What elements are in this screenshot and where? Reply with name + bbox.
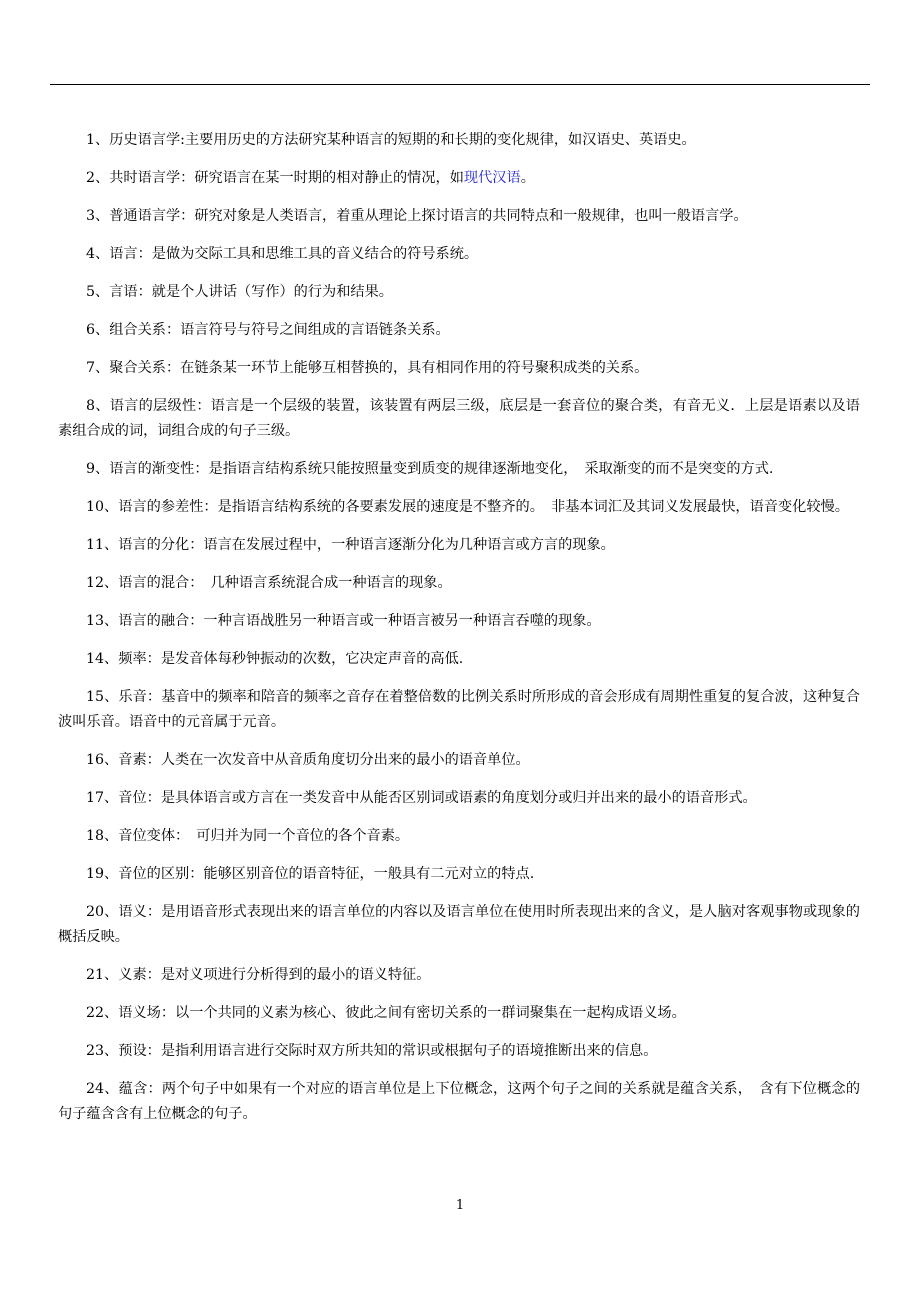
paragraph-number: 14、 — [86, 651, 119, 667]
paragraph-number: 5、 — [86, 284, 110, 300]
page-number: 1 — [455, 1198, 465, 1213]
paragraph-number: 24、 — [86, 1081, 119, 1097]
paragraph-text: 语言的渐变性：是指语言结构系统只能按照量变到质变的规律逐渐地变化， 采取渐变的而不是突变的方式. — [109, 461, 774, 477]
paragraph-number: 15、 — [86, 689, 119, 705]
paragraph-15 — [58, 685, 860, 735]
paragraph-number: 18、 — [86, 828, 119, 844]
paragraph-13 — [58, 609, 860, 634]
paragraph-24 — [58, 1077, 860, 1127]
paragraph-text: 音位变体： 可归并为同一个音位的各个音素。 — [118, 828, 410, 844]
paragraph-text: 共时语言学：研究语言在某一时期的相对静止的情况，如 — [109, 170, 464, 186]
paragraph-23 — [58, 1039, 860, 1064]
paragraph-text: 言语：就是个人讲话（写作）的行为和结果。 — [109, 284, 393, 300]
header-rule — [50, 84, 870, 85]
paragraph-text: 组合关系：语言符号与符号之间组成的言语链条关系。 — [109, 322, 450, 338]
paragraph-number: 22、 — [86, 1005, 119, 1021]
paragraph-text: 音位的区别：能够区别音位的语音特征，一般具有二元对立的特点. — [118, 866, 535, 882]
paragraph-number: 23、 — [86, 1043, 119, 1059]
paragraph-6 — [58, 318, 860, 343]
paragraph-21 — [58, 963, 860, 988]
paragraph-3 — [58, 204, 860, 229]
paragraph-17 — [58, 786, 860, 811]
paragraph-10 — [58, 495, 860, 520]
paragraph-text: 语言的混合： 几种语言系统混合成一种语言的现象。 — [118, 575, 452, 591]
paragraph-2 — [58, 166, 860, 191]
paragraph-number: 2、 — [86, 170, 110, 186]
document-body — [58, 128, 860, 1140]
paragraph-text: 预设：是指利用语言进行交际时双方所共知的常识或根据句子的语境推断出来的信息。 — [118, 1043, 658, 1059]
paragraph-text: 语言的融合：一种言语战胜另一种语言或一种语言被另一种语言吞噬的现象。 — [118, 613, 601, 629]
paragraph-text: 义素：是对义项进行分析得到的最小的语义特征。 — [118, 967, 431, 983]
paragraph-text: 语义场：以一个共同的义素为核心、彼此之间有密切关系的一群词聚集在一起构成语义场。 — [118, 1005, 686, 1021]
paragraph-11 — [58, 533, 860, 558]
paragraph-12 — [58, 571, 860, 596]
paragraph-9 — [58, 457, 860, 482]
paragraph-number: 11、 — [86, 537, 119, 553]
paragraph-text: 语言的层级性：语言是一个层级的装置，该装置有两层三级，底层是一套音位的聚合类，有音无义．上层是语素以及语素组合成的词，词组合成的句子三级。 — [58, 398, 860, 439]
paragraph-number: 17、 — [86, 790, 119, 806]
paragraph-number: 12、 — [86, 575, 119, 591]
paragraph-22 — [58, 1001, 860, 1026]
paragraph-number: 7、 — [86, 360, 110, 376]
paragraph-4 — [58, 242, 860, 267]
paragraph-text: 语言的分化：语言在发展过程中，一种语言逐渐分化为几种语言或方言的现象。 — [118, 537, 615, 553]
paragraph-number: 1、 — [86, 132, 110, 148]
paragraph-number: 20、 — [86, 904, 119, 920]
paragraph-19 — [58, 862, 860, 887]
paragraph-text: 历史语言学:主要用历史的方法研究某种语言的短期的和长期的变化规律，如汉语史、英语史。 — [109, 132, 696, 148]
paragraph-18 — [58, 824, 860, 849]
paragraph-number: 16、 — [86, 752, 119, 768]
paragraph-5 — [58, 280, 860, 305]
paragraph-text: 聚合关系：在链条某一环节上能够互相替换的，具有相同作用的符号聚积成类的关系。 — [109, 360, 649, 376]
paragraph-text: 频率：是发音体每秒钟振动的次数，它决定声音的高低. — [118, 651, 464, 667]
paragraph-number: 8、 — [86, 398, 110, 414]
paragraph-text-tail: 。 — [520, 170, 535, 186]
paragraph-text: 语言的参差性：是指语言结构系统的各要素发展的速度是不整齐的。 非基本词汇及其词义发展最快，语音变化较慢。 — [118, 499, 849, 515]
paragraph-text: 乐音：基音中的频率和陪音的频率之音存在着整倍数的比例关系时所形成的音会形成有周期性重复的复合波，这种复合波叫乐音。语音中的元音属于元音。 — [58, 689, 860, 730]
paragraph-text: 音素：人类在一次发音中从音质角度切分出来的最小的语音单位。 — [118, 752, 530, 768]
modern-chinese-link[interactable]: 现代汉语 — [463, 170, 521, 186]
paragraph-number: 4、 — [86, 246, 110, 262]
paragraph-20 — [58, 900, 860, 950]
paragraph-text: 音位：是具体语言或方言在一类发音中从能否区别词或语素的角度划分或归并出来的最小的语音形式。 — [118, 790, 757, 806]
paragraph-number: 9、 — [86, 461, 110, 477]
paragraph-1 — [58, 128, 860, 153]
paragraph-8 — [58, 394, 860, 444]
paragraph-number: 6、 — [86, 322, 110, 338]
paragraph-7 — [58, 356, 860, 381]
paragraph-text: 语义：是用语音形式表现出来的语言单位的内容以及语言单位在使用时所表现出来的含义，是人脑对客观事物或现象的概括反映。 — [58, 904, 860, 945]
paragraph-number: 3、 — [86, 208, 110, 224]
paragraph-number: 10、 — [86, 499, 119, 515]
paragraph-14 — [58, 647, 860, 672]
paragraph-text: 普通语言学：研究对象是人类语言，着重从理论上探讨语言的共同特点和一般规律，也叫一般语言学。 — [109, 208, 748, 224]
paragraph-number: 13、 — [86, 613, 119, 629]
paragraph-number: 19、 — [86, 866, 119, 882]
paragraph-number: 21、 — [86, 967, 119, 983]
paragraph-text: 语言：是做为交际工具和思维工具的音义结合的符号系统。 — [109, 246, 479, 262]
paragraph-16 — [58, 748, 860, 773]
paragraph-text: 蕴含：两个句子中如果有一个对应的语言单位是上下位概念，这两个句子之间的关系就是蕴含关系， 含有下位概念的句子蕴含含有上位概念的句子。 — [58, 1081, 861, 1122]
